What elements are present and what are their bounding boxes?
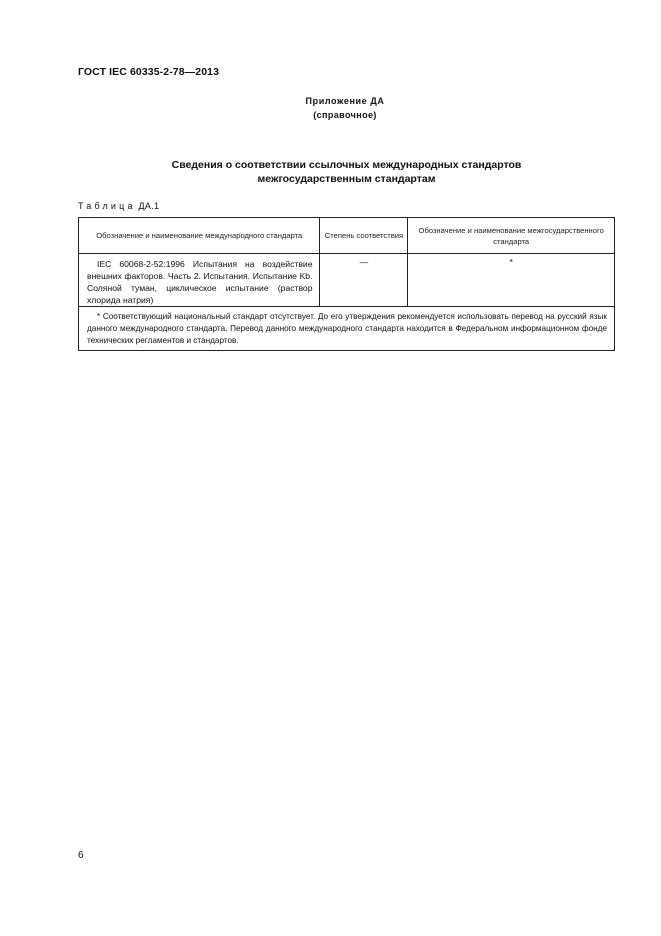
- table-caption: [78, 201, 159, 211]
- header-international-standard: Обозначение и наименование международного стандарта: [79, 218, 320, 254]
- table-header-row: [79, 218, 615, 254]
- cell-international-standard: IEC 60068-2-52:1996 Испытания на воздействие внешних факторов. Часть 2. Испытания. Испытание Kb. Соляной туман, циклическое испытание (раствор хлорида натрия): [79, 254, 320, 307]
- cell-national-standard: *: [408, 254, 615, 307]
- document-header: ГОСТ IEC 60335-2-78—2013: [78, 66, 220, 78]
- correspondence-table: [78, 217, 615, 351]
- header-national-standard: Обозначение и наименование межгосударственного стандарта: [408, 218, 615, 254]
- section-title: [78, 158, 615, 186]
- page-number: 6: [78, 850, 84, 861]
- table-caption-number: ДА.1: [138, 201, 160, 211]
- table-caption-word: Таблица: [78, 201, 136, 211]
- annex-subtitle: (справочное): [313, 110, 377, 120]
- cell-degree: —: [320, 254, 408, 307]
- header-degree-of-correspondence: Степень соответствия: [320, 218, 408, 254]
- section-title-line2: межгосударственным стандартам: [257, 173, 436, 185]
- table-row: [79, 254, 615, 307]
- table-footnote-row: [79, 307, 615, 351]
- section-title-line1: Сведения о соответствии ссылочных международных стандартов: [171, 159, 522, 171]
- annex-title: Приложение ДА: [305, 96, 385, 106]
- table-footnote: * Соответствующий национальный стандарт отсутствует. До его утверждения рекомендуется использовать перевод на русский язык данного международного стандарта. Перевод данного международного стандарта находится в Федеральном информационном фонде технических регламентов и стандартов.: [79, 307, 615, 351]
